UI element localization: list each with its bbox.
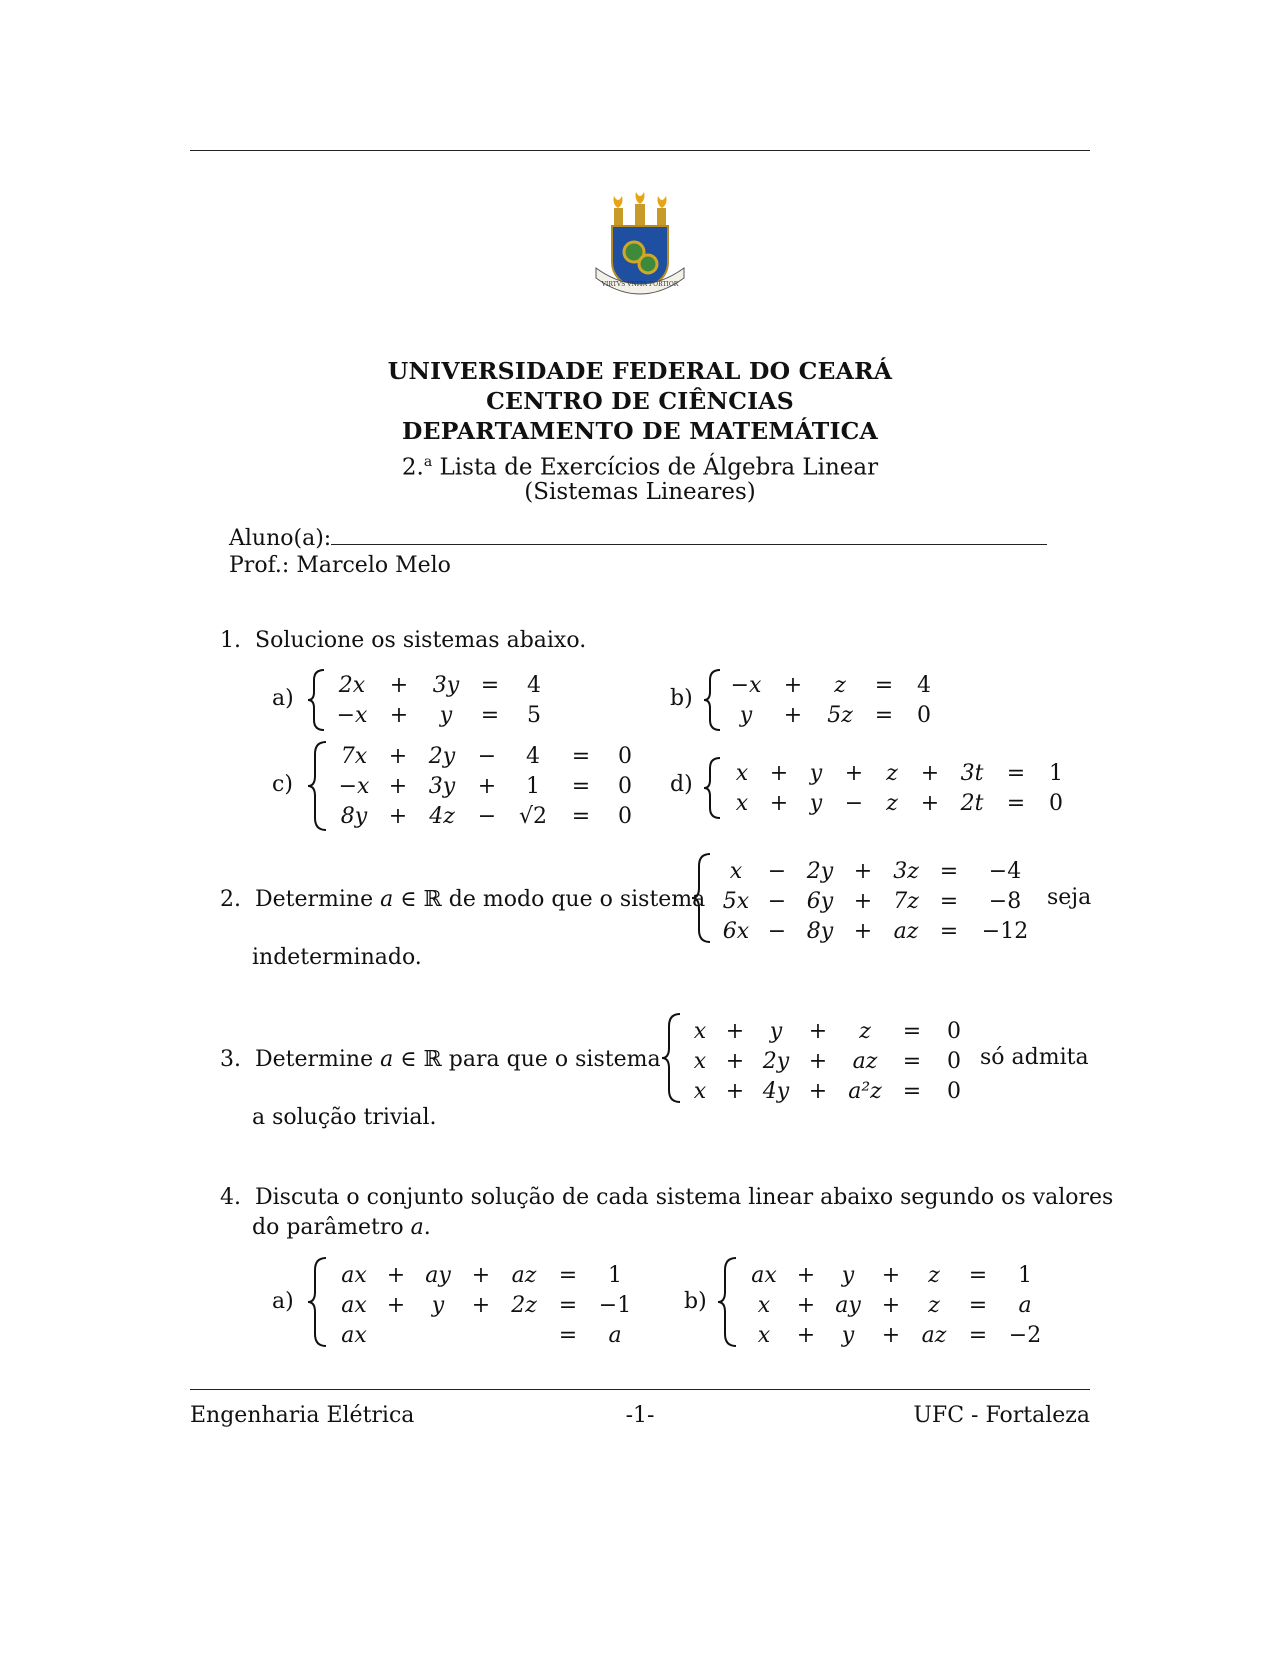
equation-term: x — [693, 1078, 707, 1104]
equation-row — [686, 1046, 974, 1076]
equation-term: 0 — [618, 743, 632, 769]
system-1d — [724, 758, 1074, 818]
equation-term — [376, 1320, 416, 1350]
equation-term: + — [389, 672, 409, 698]
equation-term: z — [886, 760, 898, 786]
system-2 — [716, 856, 1040, 946]
equation-term — [460, 1320, 502, 1350]
equation-term: az — [893, 918, 919, 944]
equation-term: 7z — [893, 888, 919, 914]
equation-term: + — [844, 760, 864, 786]
brace — [306, 740, 330, 832]
equation-term: 2z — [511, 1292, 537, 1318]
equation-term: 0 — [947, 1048, 961, 1074]
equation-row — [724, 758, 1074, 788]
system-4a — [332, 1260, 640, 1350]
equation-term: 2y — [762, 1048, 790, 1074]
equation-term: z — [928, 1292, 940, 1318]
equation-term: + — [796, 1292, 816, 1318]
question-2: 2. Determine a ∈ ℝ de modo que o sistema — [220, 887, 706, 912]
list-subtitle: (Sistemas Lineares) — [524, 479, 756, 505]
equation-row — [742, 1290, 1050, 1320]
item-label-1c: c) — [272, 772, 293, 797]
equation-term: = — [1006, 790, 1026, 816]
equation-term: 0 — [947, 1078, 961, 1104]
equation-term: 4 — [527, 672, 541, 698]
equation-row — [332, 801, 644, 831]
equation-term: = — [939, 918, 959, 944]
equation-term: −x — [338, 773, 370, 799]
equation-term: + — [881, 1292, 901, 1318]
equation-term: + — [388, 803, 408, 829]
equation-row — [716, 856, 1040, 886]
question-1: 1. Solucione os sistemas abaixo. — [220, 628, 587, 653]
equation-term: + — [808, 1018, 828, 1044]
equation-term: az — [852, 1048, 878, 1074]
equation-term: + — [920, 760, 940, 786]
equation-term: = — [1006, 760, 1026, 786]
brace — [306, 1256, 330, 1348]
equation-term: 0 — [618, 803, 632, 829]
equation-term: = — [939, 888, 959, 914]
equation-term: −x — [730, 672, 762, 698]
equation-term: + — [783, 702, 803, 728]
equation-term: az — [511, 1262, 537, 1288]
equation-term: + — [471, 1262, 491, 1288]
equation-term: = — [902, 1048, 922, 1074]
equation-term: + — [881, 1322, 901, 1348]
equation-term: − — [844, 790, 864, 816]
equation-term: 8y — [806, 918, 834, 944]
equation-term: + — [725, 1078, 745, 1104]
equation-row — [332, 1260, 640, 1290]
equation-term: y — [431, 1292, 445, 1318]
equation-term: 2y — [806, 858, 834, 884]
equation-term: = — [571, 743, 591, 769]
equation-term: y — [739, 702, 753, 728]
equation-term: + — [389, 702, 409, 728]
item-label-1b: b) — [670, 686, 693, 711]
equation-row — [332, 771, 644, 801]
equation-term: + — [853, 888, 873, 914]
equation-term: 0 — [917, 702, 931, 728]
equation-term: + — [783, 672, 803, 698]
equation-term: y — [439, 702, 453, 728]
equation-term: − — [767, 918, 787, 944]
equation-term: x — [735, 760, 749, 786]
equation-term: a²z — [848, 1078, 882, 1104]
equation-term: 5z — [827, 702, 853, 728]
equation-term: x — [693, 1048, 707, 1074]
brace — [660, 1012, 684, 1104]
equation-term: 1 — [526, 773, 540, 799]
equation-term: −12 — [981, 918, 1029, 944]
equation-term: 6y — [806, 888, 834, 914]
equation-term: − — [767, 858, 787, 884]
equation-term: = — [874, 672, 894, 698]
equation-term: −x — [336, 702, 368, 728]
equation-row — [330, 700, 556, 730]
equation-term: a — [608, 1322, 622, 1348]
equation-term: x — [693, 1018, 707, 1044]
equation-term: + — [808, 1078, 828, 1104]
equation-term: 3t — [960, 760, 984, 786]
equation-term: 4 — [917, 672, 931, 698]
question-4: 4. Discuta o conjunto solução de cada sistema linear abaixo segundo os valores — [220, 1185, 1114, 1210]
equation-term: + — [388, 773, 408, 799]
bottom-rule — [190, 1389, 1090, 1390]
equation-term: = — [939, 858, 959, 884]
equation-row — [742, 1260, 1050, 1290]
equation-term: = — [874, 702, 894, 728]
equation-term: + — [808, 1048, 828, 1074]
equation-term: + — [386, 1292, 406, 1318]
equation-term: 1 — [608, 1262, 622, 1288]
equation-term: 0 — [618, 773, 632, 799]
equation-row — [332, 741, 644, 771]
equation-term: = — [480, 702, 500, 728]
equation-row — [724, 700, 942, 730]
equation-term: ay — [835, 1292, 861, 1318]
equation-term: 2x — [338, 672, 366, 698]
equation-term: − — [477, 803, 497, 829]
brace — [690, 852, 714, 944]
question-3: 3. Determine a ∈ ℝ para que o sistema — [220, 1047, 661, 1072]
equation-row — [724, 788, 1074, 818]
student-line — [229, 522, 1047, 554]
equation-term — [502, 1320, 546, 1350]
item-label-4b: b) — [684, 1289, 707, 1314]
equation-term — [416, 1320, 460, 1350]
equation-row — [716, 916, 1040, 946]
item-label-4a: a) — [272, 1289, 294, 1314]
equation-term: + — [853, 858, 873, 884]
brace — [702, 756, 724, 820]
equation-term: y — [809, 760, 823, 786]
equation-term: y — [841, 1262, 855, 1288]
question-2-tail: seja — [1047, 885, 1092, 910]
item-label-1d: d) — [670, 772, 693, 797]
university-name: UNIVERSIDADE FEDERAL DO CEARÁ — [387, 357, 893, 385]
equation-term: −2 — [1008, 1322, 1042, 1348]
footer-left: Engenharia Elétrica — [190, 1403, 415, 1428]
equation-term: + — [881, 1262, 901, 1288]
equation-term: ax — [341, 1292, 367, 1318]
equation-term: 5 — [527, 702, 541, 728]
equation-term: + — [386, 1262, 406, 1288]
equation-term: = — [902, 1078, 922, 1104]
equation-term: 3y — [428, 773, 456, 799]
equation-term: az — [921, 1322, 947, 1348]
system-1b — [724, 670, 942, 730]
equation-term: 1 — [1018, 1262, 1032, 1288]
equation-term: z — [928, 1262, 940, 1288]
equation-term: + — [769, 790, 789, 816]
equation-term: + — [769, 760, 789, 786]
equation-term: 4y — [762, 1078, 790, 1104]
equation-row — [332, 1320, 640, 1350]
question-3-tail: só admita — [980, 1045, 1089, 1070]
footer-right: UFC - Fortaleza — [913, 1403, 1090, 1428]
equation-term: + — [853, 918, 873, 944]
equation-row — [716, 886, 1040, 916]
equation-term: y — [769, 1018, 783, 1044]
equation-term: = — [968, 1322, 988, 1348]
list-title: 2.$^a$ Lista de Exercícios de Álgebra Linear — [401, 454, 879, 481]
equation-term: 2t — [960, 790, 984, 816]
equation-term: + — [725, 1048, 745, 1074]
equation-term: 1 — [1049, 760, 1063, 786]
system-4b — [742, 1260, 1050, 1350]
equation-term: −4 — [988, 858, 1022, 884]
equation-term: ax — [341, 1322, 367, 1348]
system-1a — [330, 670, 556, 730]
equation-term: y — [841, 1322, 855, 1348]
equation-term: x — [735, 790, 749, 816]
equation-term: 7x — [340, 743, 368, 769]
equation-term: 4 — [526, 743, 540, 769]
equation-term: 0 — [1049, 790, 1063, 816]
footer-page-number: -1- — [625, 1403, 655, 1428]
equation-term: ay — [425, 1262, 451, 1288]
equation-term: 0 — [947, 1018, 961, 1044]
equation-term: = — [558, 1322, 578, 1348]
equation-term: ax — [751, 1262, 777, 1288]
aluno-blank — [331, 522, 1047, 545]
question-2-continuation: indeterminado. — [252, 945, 422, 970]
equation-term: = — [558, 1292, 578, 1318]
equation-term: x — [757, 1322, 771, 1348]
system-1c — [332, 741, 644, 831]
equation-term: 2y — [428, 743, 456, 769]
svg-text:VIRTVS VNITA FORTIOR: VIRTVS VNITA FORTIOR — [601, 281, 679, 288]
question-4-line2: do parâmetro a. — [252, 1215, 431, 1240]
item-label-1a: a) — [272, 686, 294, 711]
equation-term: = — [480, 672, 500, 698]
equation-term: + — [725, 1018, 745, 1044]
equation-term: + — [796, 1262, 816, 1288]
professor-name: Marcelo Melo — [296, 553, 451, 578]
equation-term: + — [920, 790, 940, 816]
equation-term: 4z — [429, 803, 455, 829]
equation-term: 3y — [432, 672, 460, 698]
equation-row — [686, 1076, 974, 1106]
equation-term: 5x — [722, 888, 750, 914]
university-crest-logo — [590, 190, 690, 310]
equation-term: = — [571, 773, 591, 799]
equation-term: = — [558, 1262, 578, 1288]
brace — [306, 668, 328, 732]
equation-term: − — [767, 888, 787, 914]
equation-term: x — [757, 1292, 771, 1318]
equation-term: ax — [341, 1262, 367, 1288]
equation-term: z — [834, 672, 846, 698]
equation-term: −1 — [598, 1292, 632, 1318]
equation-row — [724, 670, 942, 700]
equation-term: z — [859, 1018, 871, 1044]
equation-term: + — [471, 1292, 491, 1318]
equation-term: a — [1018, 1292, 1032, 1318]
equation-term: = — [902, 1018, 922, 1044]
equation-term: − — [477, 743, 497, 769]
equation-row — [330, 670, 556, 700]
equation-row — [686, 1016, 974, 1046]
equation-term: = — [968, 1292, 988, 1318]
equation-term: + — [796, 1322, 816, 1348]
equation-term: + — [477, 773, 497, 799]
equation-term: 6x — [722, 918, 750, 944]
equation-term: x — [729, 858, 743, 884]
equation-term: −8 — [988, 888, 1022, 914]
equation-term: = — [968, 1262, 988, 1288]
equation-row — [742, 1320, 1050, 1350]
equation-term: y — [809, 790, 823, 816]
equation-term: = — [571, 803, 591, 829]
brace — [702, 668, 724, 732]
brace — [716, 1256, 740, 1348]
torch-icon — [614, 192, 667, 226]
equation-term: z — [886, 790, 898, 816]
top-rule — [190, 150, 1090, 151]
professor-line: Prof.: Marcelo Melo — [229, 553, 451, 578]
equation-term: 8y — [340, 803, 368, 829]
equation-term: 3z — [893, 858, 919, 884]
equation-row — [332, 1290, 640, 1320]
centro-name: CENTRO DE CIÊNCIAS — [486, 387, 794, 415]
equation-term: + — [388, 743, 408, 769]
equation-term: √2 — [518, 803, 547, 829]
department-name: DEPARTAMENTO DE MATEMÁTICA — [402, 417, 878, 445]
aluno-label: Aluno(a): — [229, 526, 332, 551]
question-3-continuation: a solução trivial. — [252, 1105, 437, 1130]
system-3 — [686, 1016, 974, 1106]
